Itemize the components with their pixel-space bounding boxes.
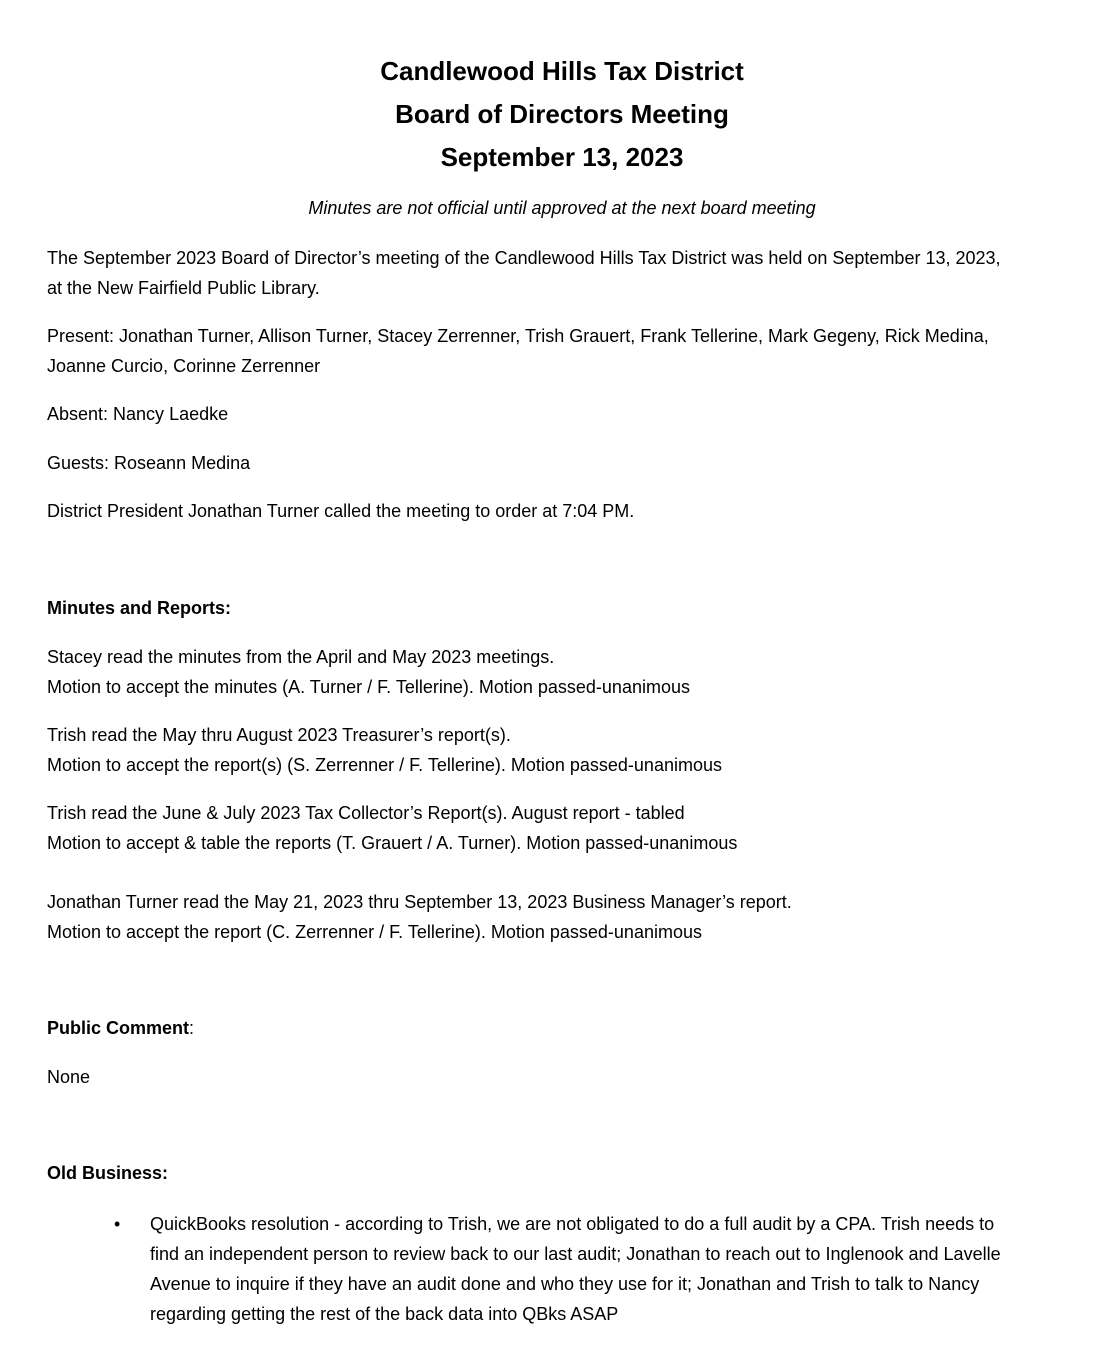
- tax-collector-line-2: Motion to accept & table the reports (T. Grauert / A. Turner). Motion passed-unanimous: [47, 833, 738, 853]
- call-to-order-paragraph: [47, 496, 1077, 526]
- public-comment-none: None: [47, 1067, 91, 1087]
- treasurer-report-item: [47, 720, 1077, 780]
- present-paragraph: [47, 321, 1077, 381]
- tax-collector-report-item: [47, 798, 1077, 858]
- disclaimer-subtitle: Minutes are not official until approved at the next board meeting: [308, 198, 816, 218]
- old-business-item-quickbooks: [150, 1209, 1080, 1329]
- old-business-heading: Old Business:: [47, 1163, 169, 1183]
- public-comment-text: [47, 1062, 1077, 1092]
- bullet-icon: •: [114, 1214, 121, 1234]
- public-comment-heading-text: Public Comment: [47, 1018, 190, 1038]
- public-comment-colon: :: [189, 1018, 195, 1038]
- quickbooks-line-2: find an independent person to review back to our last audit; Jonathan to reach out to Inglenook and Lavelle: [150, 1244, 1001, 1264]
- absent-line: Absent: Nancy Laedke: [47, 404, 229, 424]
- document-title: [0, 50, 1102, 179]
- guests-paragraph: [47, 448, 1077, 478]
- business-manager-line-1: Jonathan Turner read the May 21, 2023 thru September 13, 2023 Business Manager’s report.: [47, 892, 792, 912]
- present-line-2: Joanne Curcio, Corinne Zerrenner: [47, 356, 321, 376]
- intro-line-1: The September 2023 Board of Director’s meeting of the Candlewood Hills Tax District was held on September 13, 2023,: [47, 248, 1001, 268]
- present-line-1: Present: Jonathan Turner, Allison Turner, Stacey Zerrenner, Trish Grauert, Frank Tellerine, Mark Gegeny, Rick Medina,: [47, 326, 989, 346]
- title-line-meeting: Board of Directors Meeting: [395, 99, 729, 129]
- title-line-date: September 13, 2023: [440, 142, 684, 172]
- public-comment-heading: [47, 1018, 194, 1039]
- minutes-item: [47, 642, 1077, 702]
- intro-paragraph: [47, 243, 1077, 303]
- absent-paragraph: [47, 399, 1077, 429]
- intro-line-2: at the New Fairfield Public Library.: [47, 278, 320, 298]
- minutes-reports-heading: Minutes and Reports:: [47, 598, 232, 618]
- quickbooks-line-1: QuickBooks resolution - according to Trish, we are not obligated to do a full audit by a CPA. Trish needs to: [150, 1214, 995, 1234]
- guests-line: Guests: Roseann Medina: [47, 453, 251, 473]
- tax-collector-line-1: Trish read the June & July 2023 Tax Collector’s Report(s). August report - tabled: [47, 803, 685, 823]
- minutes-item-line-1: Stacey read the minutes from the April and May 2023 meetings.: [47, 647, 555, 667]
- business-manager-line-2: Motion to accept the report (C. Zerrenner / F. Tellerine). Motion passed-unanimous: [47, 922, 702, 942]
- business-manager-report-item: [47, 887, 1077, 947]
- treasurer-report-line-1: Trish read the May thru August 2023 Treasurer’s report(s).: [47, 725, 511, 745]
- title-line-district: Candlewood Hills Tax District: [380, 56, 744, 86]
- call-to-order-line: District President Jonathan Turner called the meeting to order at 7:04 PM.: [47, 501, 635, 521]
- quickbooks-line-3: Avenue to inquire if they have an audit done and who they use for it; Jonathan and Trish to talk to Nancy: [150, 1274, 980, 1294]
- treasurer-report-line-2: Motion to accept the report(s) (S. Zerrenner / F. Tellerine). Motion passed-unanimous: [47, 755, 722, 775]
- quickbooks-line-4: regarding getting the rest of the back data into QBks ASAP: [150, 1304, 619, 1324]
- minutes-item-line-2: Motion to accept the minutes (A. Turner / F. Tellerine). Motion passed-unanimous: [47, 677, 690, 697]
